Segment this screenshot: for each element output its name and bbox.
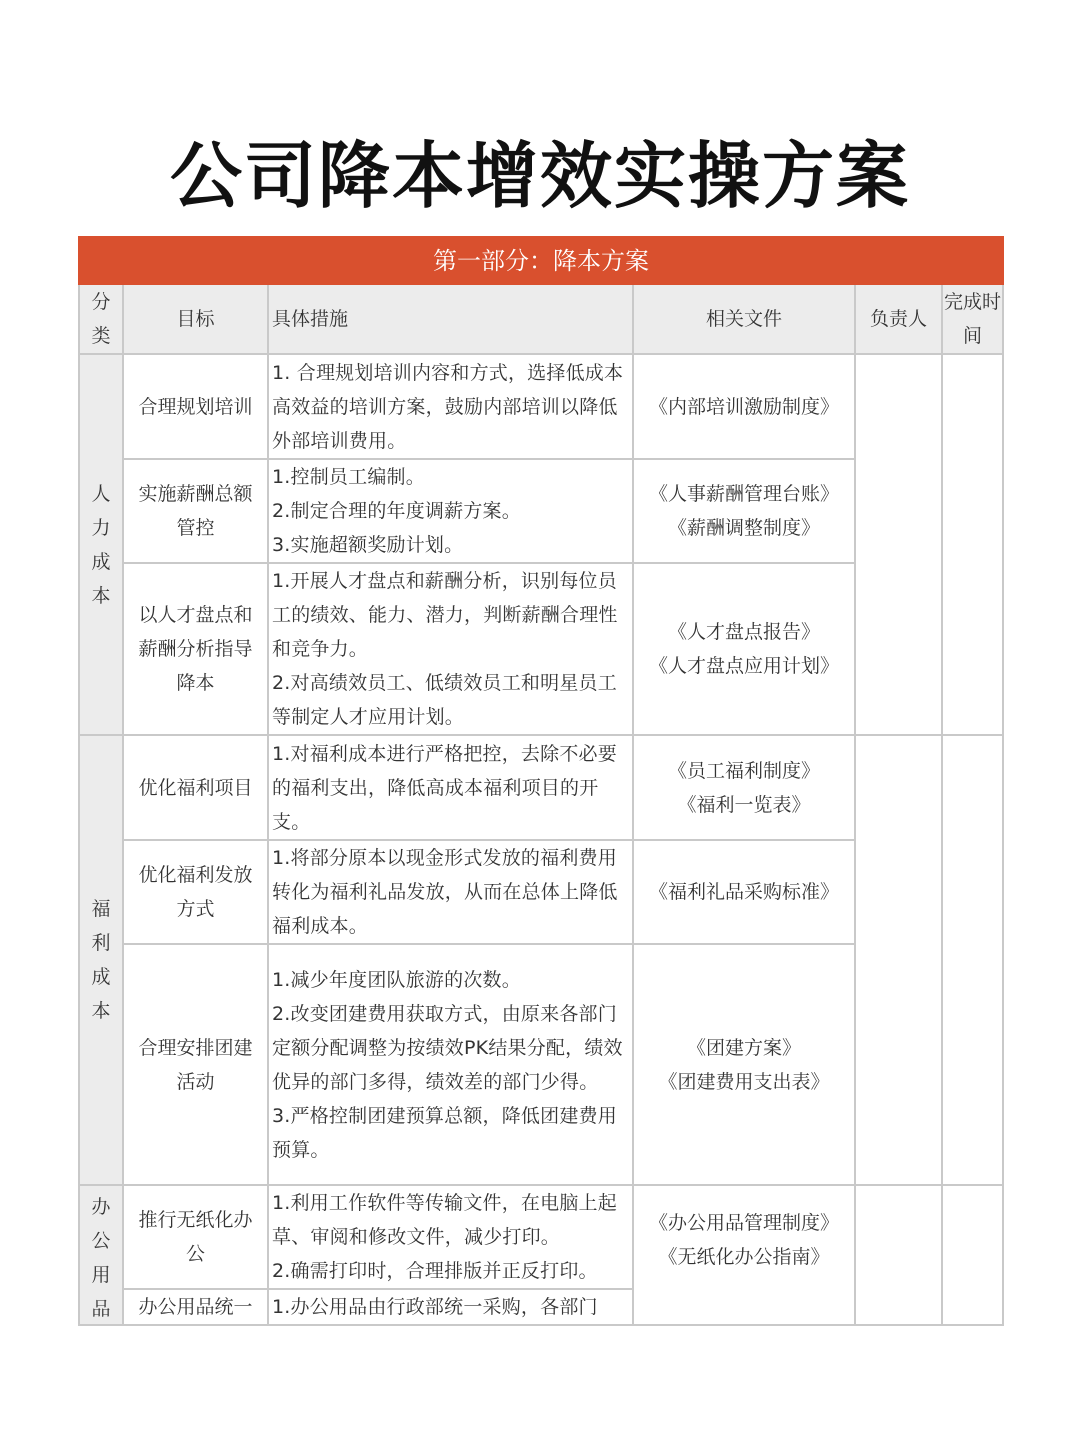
table-row xyxy=(79,735,1003,840)
owner-cell[interactable] xyxy=(855,1185,942,1326)
header-deadline: 完成时间 xyxy=(942,284,1003,354)
measures-cell: 1. 合理规划培训内容和方式，选择低成本高效益的培训方案，鼓励内部培训以降低外部培训费用。 xyxy=(268,354,633,459)
goal-cell: 优化福利项目 xyxy=(123,735,268,840)
documents-cell: 《人事薪酬管理台账》 《薪酬调整制度》 xyxy=(633,459,855,563)
header-category: 分类 xyxy=(79,284,123,354)
documents-cell: 《内部培训激励制度》 xyxy=(633,354,855,459)
page-title: 公司降本增效实操方案 xyxy=(169,133,910,218)
section-banner: 第一部分：降本方案 xyxy=(79,237,1003,284)
header-owner: 负责人 xyxy=(855,284,942,354)
documents-cell: 《员工福利制度》 《福利一览表》 xyxy=(633,735,855,840)
goal-cell: 办公用品统一 xyxy=(123,1289,268,1326)
documents-cell: 《人才盘点报告》 《人才盘点应用计划》 xyxy=(633,563,855,735)
table-row xyxy=(79,354,1003,459)
goal-cell: 实施薪酬总额管控 xyxy=(123,459,268,563)
cost-reduction-table xyxy=(78,236,1004,1326)
measures-cell: 1.利用工作软件等传输文件，在电脑上起草、审阅和修改文件，减少打印。 2.确需打印时，合理排版并正反打印。 xyxy=(268,1185,633,1289)
measures-cell: 1.将部分原本以现金形式发放的福利费用转化为福利礼品发放，从而在总体上降低福利成本。 xyxy=(268,840,633,944)
deadline-cell[interactable] xyxy=(942,354,1003,735)
documents-cell: 《团建方案》 《团建费用支出表》 xyxy=(633,944,855,1185)
category-cell: 人力成本 xyxy=(79,354,123,735)
section-banner-row xyxy=(79,237,1003,284)
goal-cell: 优化福利发放方式 xyxy=(123,840,268,944)
table-row xyxy=(79,1185,1003,1289)
deadline-cell[interactable] xyxy=(942,735,1003,1185)
measures-cell: 1.控制员工编制。 2.制定合理的年度调薪方案。 3.实施超额奖励计划。 xyxy=(268,459,633,563)
goal-cell: 以人才盘点和薪酬分析指导降本 xyxy=(123,563,268,735)
goal-cell: 合理安排团建活动 xyxy=(123,944,268,1185)
header-row xyxy=(79,284,1003,354)
owner-cell[interactable] xyxy=(855,354,942,735)
owner-cell[interactable] xyxy=(855,735,942,1185)
documents-cell: 《办公用品管理制度》 《无纸化办公指南》 xyxy=(633,1185,855,1326)
deadline-cell[interactable] xyxy=(942,1185,1003,1326)
category-cell: 办公用品 xyxy=(79,1185,123,1326)
goal-cell: 合理规划培训 xyxy=(123,354,268,459)
measures-cell: 1.对福利成本进行严格把控，去除不必要的福利支出，降低高成本福利项目的开支。 xyxy=(268,735,633,840)
documents-cell: 《福利礼品采购标准》 xyxy=(633,840,855,944)
header-documents: 相关文件 xyxy=(633,284,855,354)
measures-cell: 1.办公用品由行政部统一采购，各部门 xyxy=(268,1289,633,1326)
category-cell: 福利成本 xyxy=(79,735,123,1185)
table-bottom-border xyxy=(78,1324,1002,1326)
goal-cell: 推行无纸化办公 xyxy=(123,1185,268,1289)
measures-cell: 1.开展人才盘点和薪酬分析，识别每位员工的绩效、能力、潜力，判断薪酬合理性和竞争力。 2.对高绩效员工、低绩效员工和明星员工等制定人才应用计划。 xyxy=(268,563,633,735)
header-goal: 目标 xyxy=(123,284,268,354)
header-measures: 具体措施 xyxy=(268,284,633,354)
measures-cell: 1.减少年度团队旅游的次数。 2.改变团建费用获取方式，由原来各部门定额分配调整为按绩效PK结果分配，绩效优异的部门多得，绩效差的部门少得。 3.严格控制团建预算总额，降低团建费用预算。 xyxy=(268,944,633,1185)
